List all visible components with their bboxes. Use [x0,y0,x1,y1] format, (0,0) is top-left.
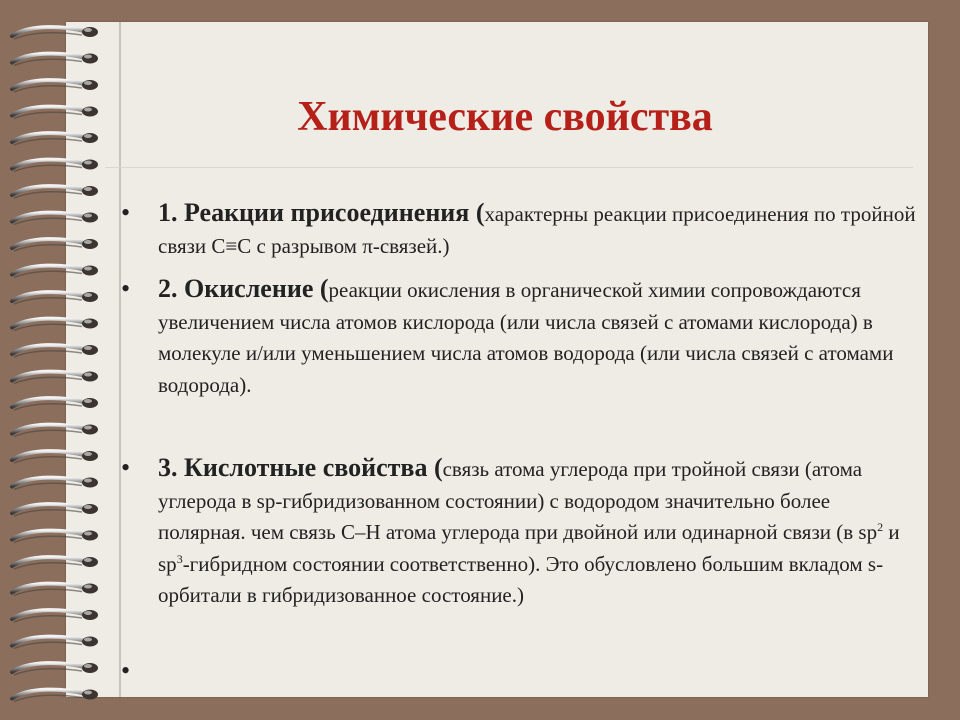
spiral-ring-icon [12,504,98,516]
spiral-ring-icon [12,610,98,622]
item-text: реакции окисления в органической химии сопровождаются увеличением числа атомов кислорода (или числа связей с атомами кислорода) в молекуле и/или уменьшением числа атомов водорода (или числа связей с атомами водорода). [158,278,894,397]
spiral-ring-icon [12,213,98,225]
superscript-2: 2 [877,520,884,534]
superscript-3: 3 [176,551,183,566]
spiral-ring-icon [12,584,98,596]
spiral-ring-icon [12,637,98,649]
spiral-ring-icon [12,54,98,66]
spiral-ring-icon [12,345,98,357]
spiral-ring-icon [12,531,98,543]
spiral-ring-icon [12,690,98,702]
list-item-acidity [158,452,918,612]
item-text: характерны реакции присоединения по тройной связи C≡C с разрывом π-связей.) [158,202,916,258]
spiral-ring-icon [12,239,98,251]
item-text-b: и sp [158,520,900,576]
list-item-oxidation [158,273,918,401]
spiral-ring-icon [12,425,98,437]
item-text-a: связь атома углерода при тройной связи (атома углерода в sp-гибридизованном состоянии) с водородом значительно более полярная. чем связь С–Н атома углерода при двойной или одинарной связи (в sp [158,457,878,544]
spiral-ring-icon [12,478,98,490]
list-item-addition [158,197,918,262]
bullet-4-empty: • [121,656,131,685]
bullet-2: • [121,274,131,303]
spiral-ring-icon [12,292,98,304]
spiral-ring-icon [12,319,98,331]
item-heading: 3. Кислотные свойства ( [158,453,443,482]
spiral-ring-icon [12,160,98,172]
spiral-ring-icon [12,186,98,198]
spiral-ring-icon [12,372,98,384]
item-heading: 1. Реакции присоединения ( [158,198,485,227]
spiral-ring-icon [12,27,98,39]
item-heading: 2. Окисление ( [158,274,329,303]
spiral-ring-icon [12,80,98,92]
spiral-ring-icon [12,557,98,569]
bullet-1: • [121,198,131,227]
spiral-ring-icon [12,133,98,145]
spiral-ring-icon [12,398,98,410]
bullet-3: • [121,453,131,482]
item-text-c: -гибридном состоянии соответственно). Это обусловлено большим вкладом s-орбитали в гибридизованное состояние.) [158,551,884,607]
spiral-ring-icon [12,266,98,278]
spiral-ring-icon [12,663,98,675]
slide-title: Химические свойства [297,94,713,141]
spiral-binding-icon [0,18,110,708]
spiral-ring-icon [12,107,98,119]
title-divider [105,167,913,168]
spiral-ring-icon [12,451,98,463]
